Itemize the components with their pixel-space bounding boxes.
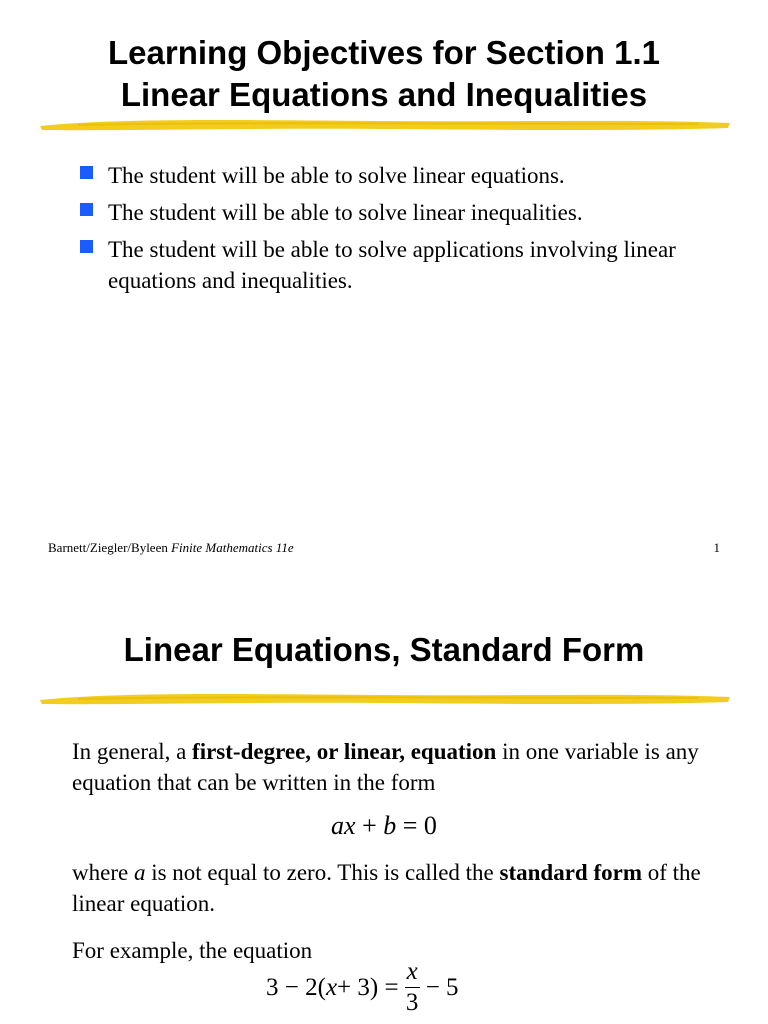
- definition-paragraph: [72, 736, 732, 798]
- footer-authors: Barnett/Ziegler/Byleen: [48, 540, 172, 555]
- intro-text-cont: in one variable is any equation that can be written in the form: [72, 739, 699, 795]
- eq-rhs-post: − 5: [425, 973, 459, 1001]
- list-item: [80, 160, 720, 191]
- title-line-1: Learning Objectives for Section 1.1: [108, 34, 660, 71]
- eq-var-x: x: [325, 973, 338, 1001]
- term-linear-equation: first-degree, or linear, equation: [192, 739, 497, 764]
- footer-citation: [48, 540, 294, 556]
- yellow-brush-underline: [38, 114, 732, 134]
- fraction-denominator: 3: [405, 989, 419, 1016]
- yellow-brush-underline: [38, 688, 732, 708]
- eq-lhs-pre: 3 − 2(: [266, 973, 326, 1001]
- bullet-square-icon: [80, 240, 93, 253]
- bullet-text: The student will be able to solve linear inequalities.: [108, 200, 583, 225]
- slide-2: [0, 585, 768, 1024]
- eq-term-ax: ax: [331, 811, 356, 840]
- where-text: where: [72, 860, 134, 885]
- term-standard-form: standard form: [499, 860, 642, 885]
- slide-1-title: [0, 32, 768, 116]
- slide-2-title: Linear Equations, Standard Form: [123, 631, 645, 668]
- var-a: a: [133, 860, 146, 885]
- eq-equals-zero: = 0: [396, 811, 437, 840]
- example-intro: For example, the equation: [72, 938, 313, 963]
- list-item: [80, 234, 720, 296]
- page-number: 1: [713, 540, 720, 555]
- example-equation: [266, 957, 459, 1018]
- standard-form-equation: [0, 811, 768, 841]
- bullet-square-icon: [80, 203, 93, 216]
- eq-lhs-post: + 3) =: [337, 973, 399, 1001]
- intro-text: In general, a: [72, 739, 193, 764]
- bullet-text: The student will be able to solve linear equations.: [108, 163, 565, 188]
- standard-form-paragraph: [72, 857, 732, 919]
- footer-book-title: Finite Mathematics 11e: [171, 540, 294, 555]
- where-text-post: of the linear equation.: [72, 860, 701, 916]
- title-line-2: Linear Equations and Inequalities: [120, 76, 648, 113]
- list-item: [80, 197, 720, 228]
- eq-plus: +: [355, 811, 384, 840]
- where-text-mid: is not equal to zero. This is called the: [145, 860, 500, 885]
- fraction: [405, 957, 420, 1018]
- fraction-numerator: x: [405, 957, 420, 988]
- objectives-list: [80, 160, 720, 302]
- eq-term-b: b: [383, 811, 397, 840]
- slide-footer: [48, 540, 720, 556]
- bullet-square-icon: [80, 166, 93, 179]
- bullet-text: The student will be able to solve applications involving linear equations and inequalities.: [108, 237, 676, 293]
